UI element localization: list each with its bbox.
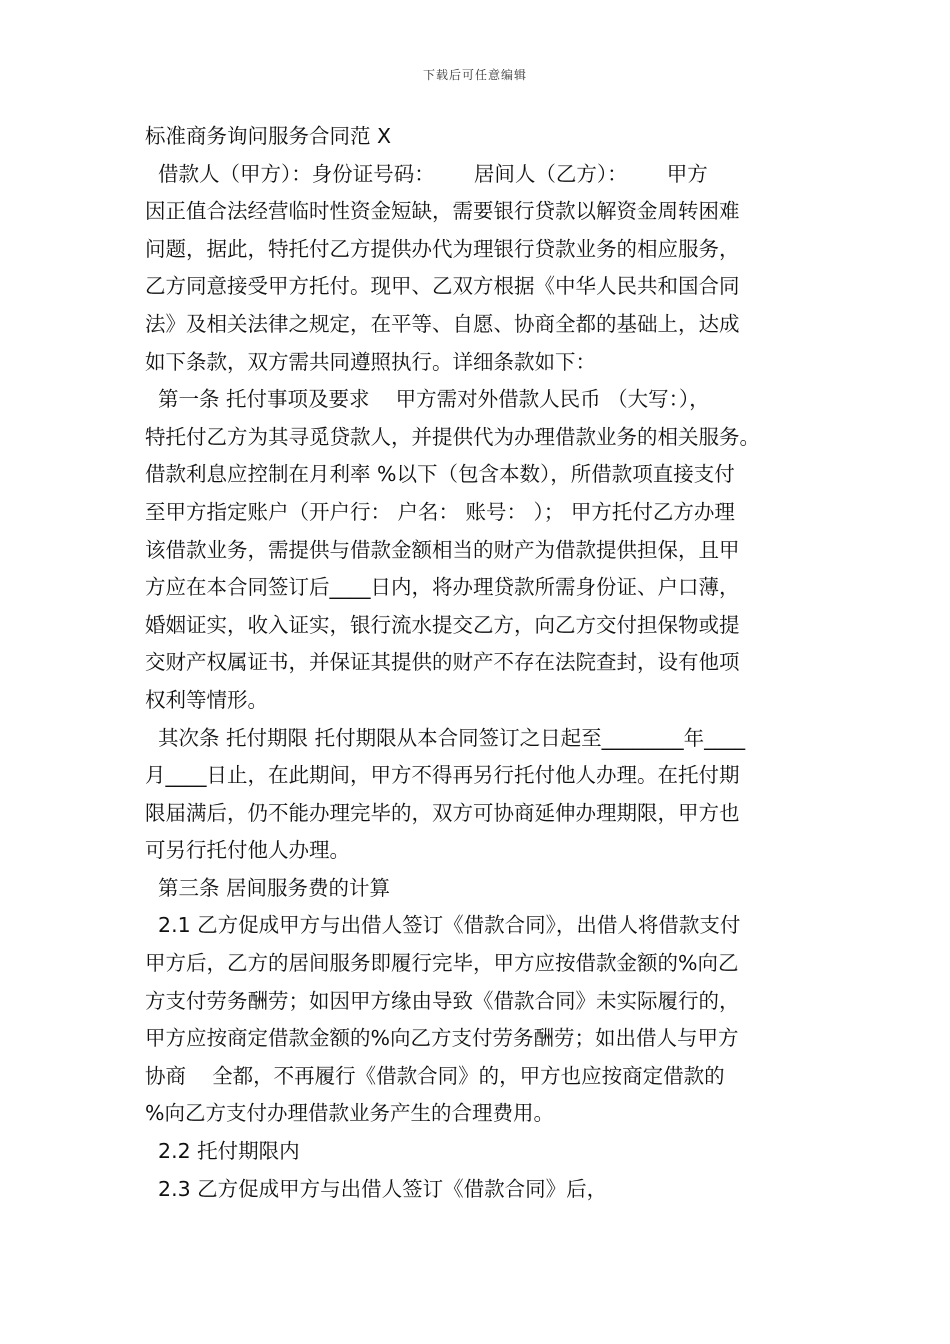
body-line: 特托付乙方为其寻觅贷款人，并提供代为办理借款业务的相关服务。 (145, 424, 760, 449)
body-line: 可另行托付他人办理。 (145, 838, 350, 863)
body-line: 婚姻证实，收入证实，银行流水提交乙方，向乙方交付担保物或提 (145, 612, 740, 637)
body-line: 问题，据此，特托付乙方提供办代为理银行贷款业务的相应服务， (145, 236, 740, 261)
body-line: 乙方同意接受甲方托付。现甲、乙双方根据《中华人民共和国合同 (145, 274, 740, 299)
body-line: 2.1 乙方促成甲方与出借人签订《借款合同》，出借人将借款支付 (145, 913, 741, 938)
body-line: 如下条款，双方需共同遵照执行。详细条款如下： (145, 349, 596, 374)
body-line: 2.3 乙方促成甲方与出借人签订《借款合同》后， (145, 1176, 608, 1201)
body-line: 方支付劳务酬劳；如因甲方缘由导致《借款合同》未实际履行的， (145, 988, 740, 1013)
body-line: 至甲方指定账户（开户行： 户名： 账号： ）； 甲方托付乙方办理 (145, 499, 735, 524)
body-line: 第三条 居间服务费的计算 (145, 875, 391, 900)
body-line: 第一条 托付事项及要求 甲方需对外借款人民币 （大写：）， (145, 387, 710, 412)
body-line: 因正值合法经营临时性资金短缺，需要银行贷款以解资金周转困难 (145, 199, 740, 224)
body-line: %向乙方支付办理借款业务产生的合理费用。 (145, 1101, 554, 1126)
body-line: 2.2 托付期限内 (145, 1139, 300, 1164)
document-body (145, 118, 808, 1208)
body-line: 其次条 托付期限 托付期限从本合同签订之日起至________年____ (145, 725, 746, 750)
body-line: 借款利息应控制在月利率 %以下（包含本数），所借款项直接支付 (145, 462, 735, 487)
body-line: 方应在本合同签订后____日内，将办理贷款所需身份证、户口薄， (145, 575, 740, 600)
body-line: 法》及相关法律之规定，在平等、自愿、协商全都的基础上，达成 (145, 311, 740, 336)
body-line: 协商 全都，不再履行《借款合同》的，甲方也应按商定借款的 (145, 1063, 725, 1088)
body-line: 该借款业务，需提供与借款金额相当的财产为借款提供担保，且甲 (145, 537, 740, 562)
body-line: 交财产权属证书，并保证其提供的财产不存在法院查封，设有他项 (145, 650, 740, 675)
body-line: 甲方后，乙方的居间服务即履行完毕，甲方应按借款金额的%向乙 (145, 951, 739, 976)
body-line: 月____日止，在此期间，甲方不得再另行托付他人办理。在托付期 (145, 763, 740, 788)
header-note: 下载后可任意编辑 (422, 68, 527, 82)
body-line: 甲方应按商定借款金额的%向乙方支付劳务酬劳；如出借人与甲方 (145, 1026, 739, 1051)
document-title: 标准商务询问服务合同范 X (145, 124, 392, 148)
body-line: 借款人（甲方）：身份证号码： 居间人（乙方）： 甲方 (145, 161, 708, 186)
body-line: 权利等情形。 (145, 687, 268, 712)
body-line: 限届满后，仍不能办理完毕的，双方可协商延伸办理期限，甲方也 (145, 800, 740, 825)
